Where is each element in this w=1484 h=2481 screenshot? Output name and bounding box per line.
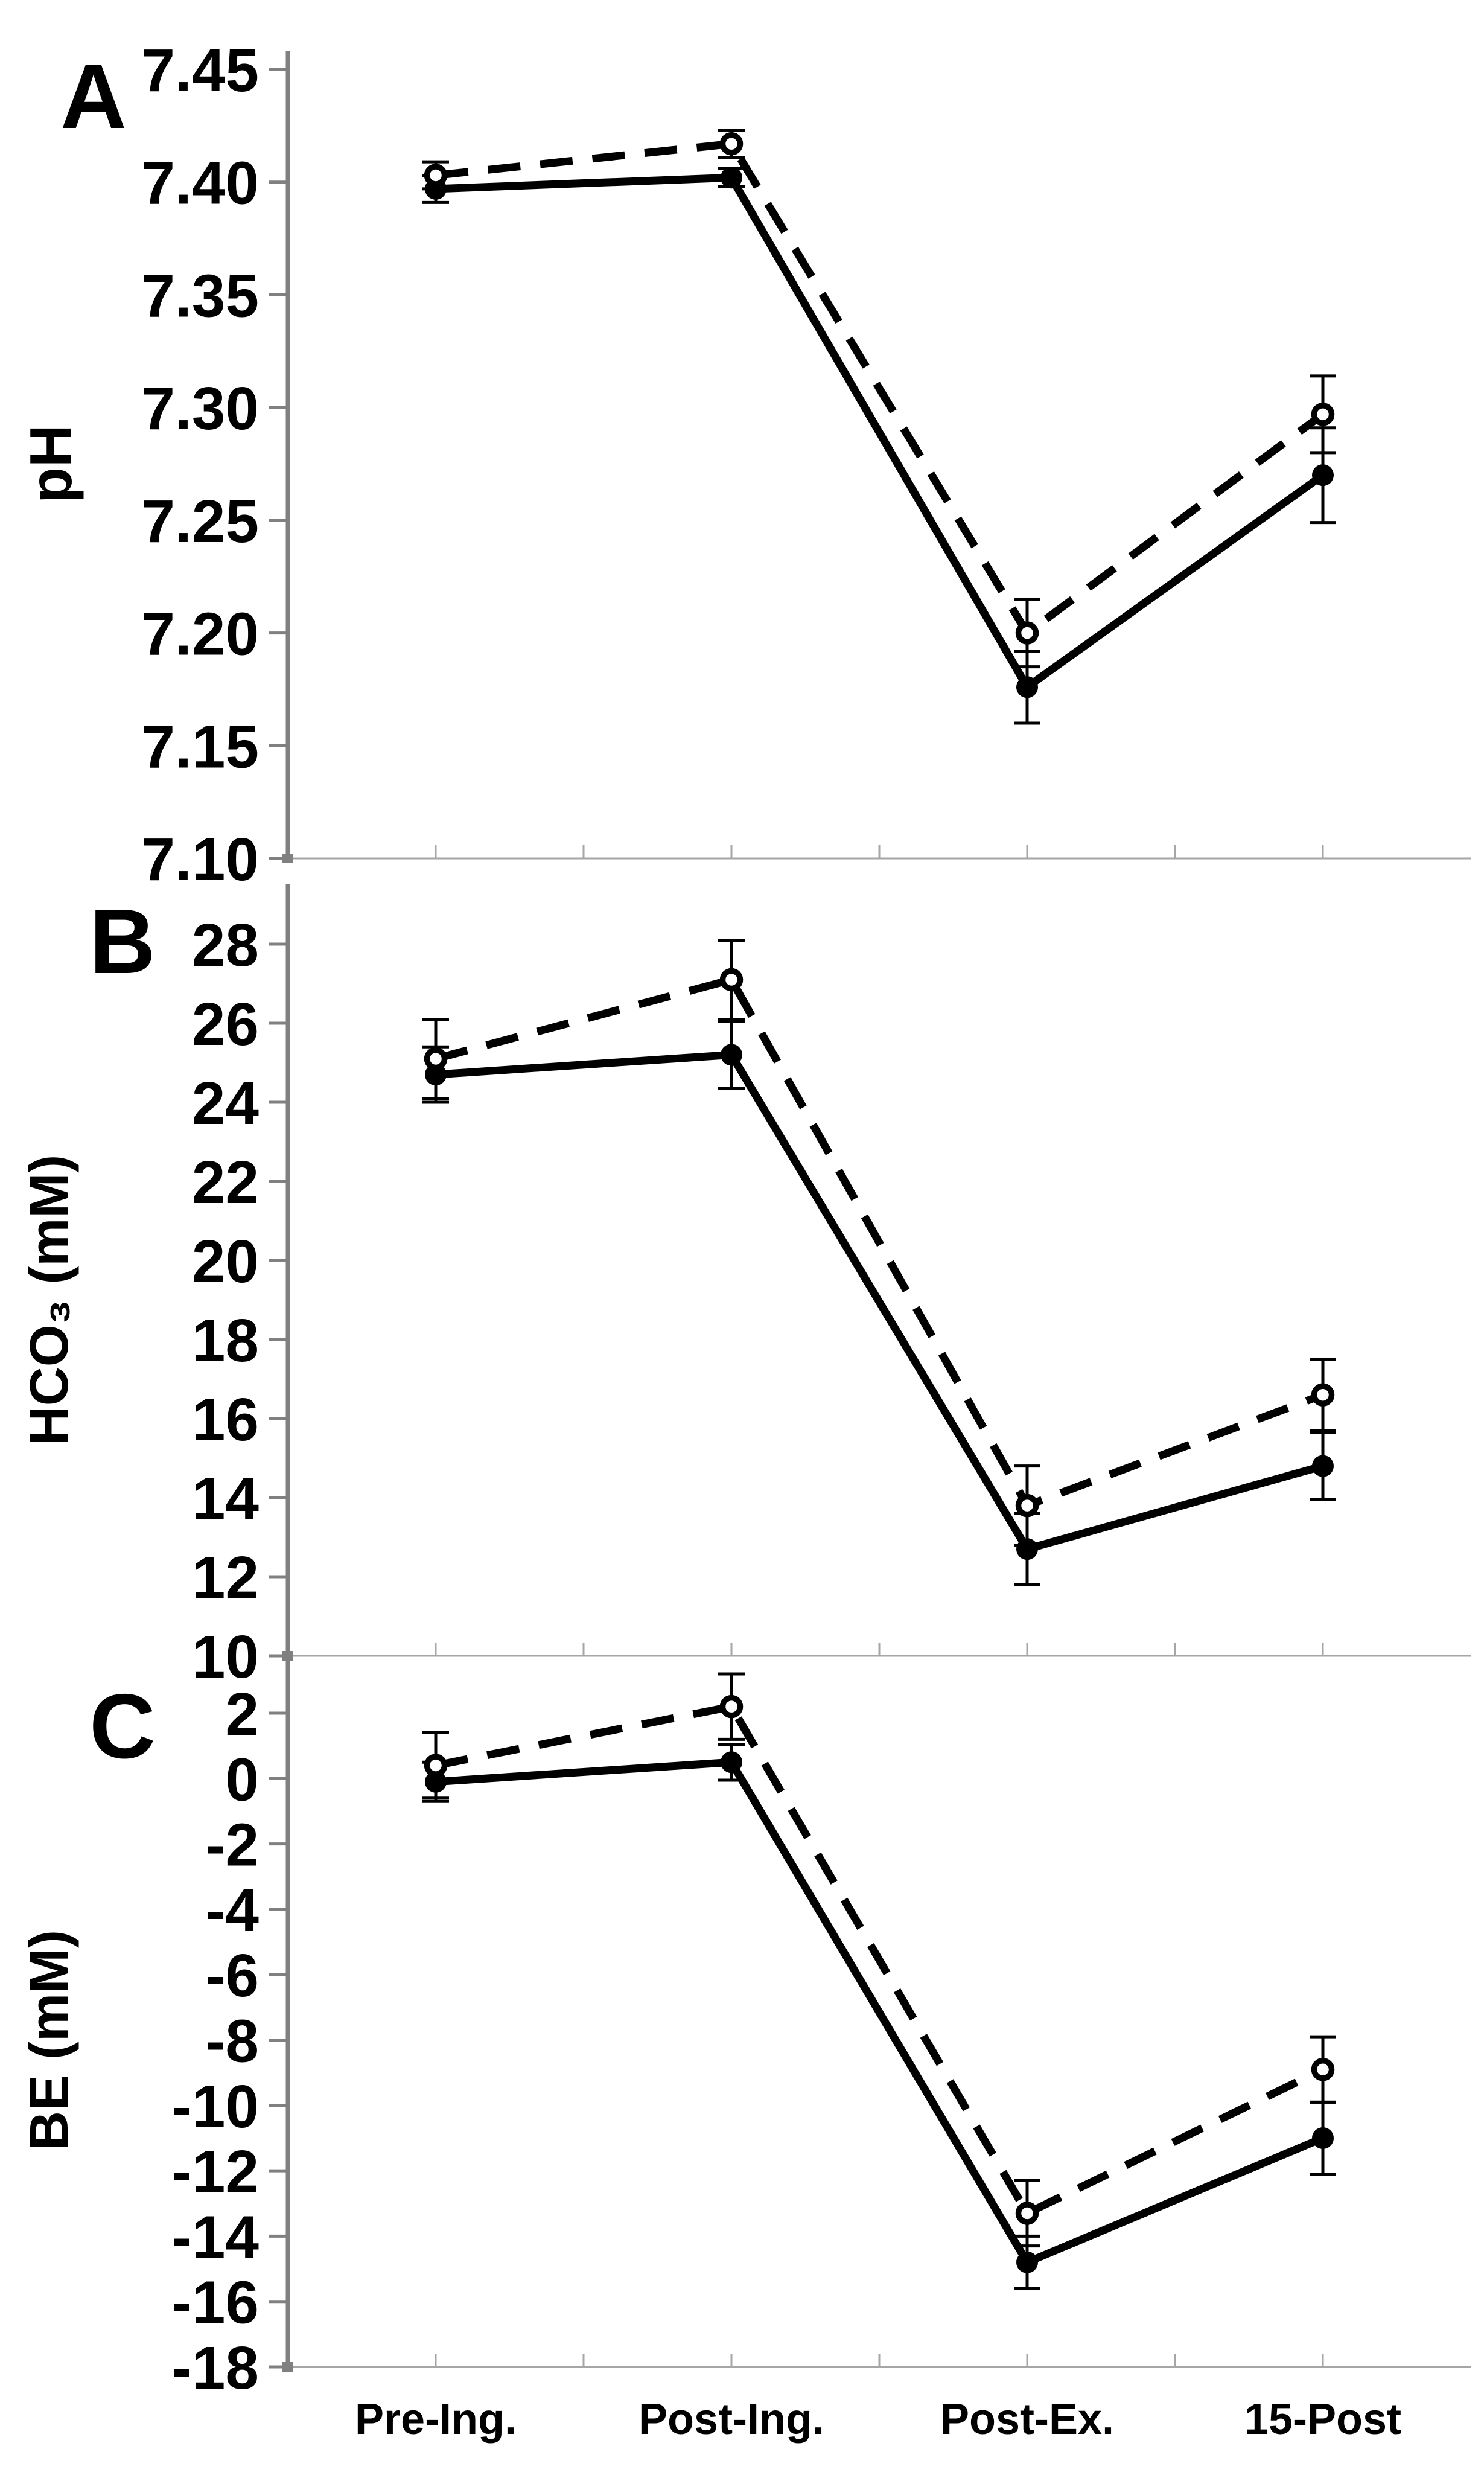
series-line-open-circle-dashed [436,144,1323,633]
x-axis-label-post-ex: Post-Ex. [940,2395,1115,2444]
marker-filled-circle [1016,2252,1038,2273]
series-line-filled-circle-solid [436,1762,1323,2262]
marker-filled-circle [1016,1538,1038,1560]
y-tick-label: 12 [191,1544,259,1612]
series-line-filled-circle-solid [436,1055,1323,1549]
y-tick-label: -8 [205,2007,259,2075]
marker-open-circle [1314,1386,1332,1403]
x-axis-label-post-ing: Post-Ing. [639,2395,824,2444]
x-axis-label-pre-ing: Pre-Ing. [354,2395,517,2444]
marker-open-circle [723,971,740,988]
y-tick-label: -14 [171,2203,259,2272]
series-line-open-circle-dashed [436,1707,1323,2213]
marker-filled-circle [721,167,742,188]
marker-filled-circle [1312,2127,1334,2149]
y-tick-label: 20 [191,1228,259,1295]
y-tick-label: 0 [225,1746,259,1814]
marker-open-circle [427,1757,445,1774]
y-tick-label: -18 [171,2334,259,2402]
y-axis-title-c: BE (mM) [19,1930,80,2150]
panel-b-group [19,884,1471,1691]
panel-a-group [18,37,1471,893]
y-tick-label: 7.45 [141,37,259,104]
marker-open-circle [427,1050,445,1067]
y-tick-label: 28 [191,912,259,979]
x-axis-label-15-post: 15-Post [1244,2395,1402,2444]
marker-open-circle [1019,624,1036,642]
marker-open-circle [723,135,740,153]
y-tick-label: 24 [191,1070,259,1137]
panel-letter-a: A [60,45,127,148]
x-axis-labels-group [355,2395,1401,2444]
y-tick-label: 18 [191,1307,259,1375]
y-tick-label: 22 [191,1149,259,1216]
marker-open-circle [427,167,445,184]
series-line-open-circle-dashed [436,980,1323,1506]
y-tick-label: 2 [225,1681,259,1748]
y-tick-label: 26 [191,991,259,1058]
marker-open-circle [1019,1497,1036,1515]
y-tick-label: 7.15 [141,713,259,781]
y-tick-label: 7.35 [141,262,259,330]
y-tick-label: 10 [191,1623,259,1691]
marker-open-circle [1314,2061,1332,2078]
marker-filled-circle [721,1044,742,1065]
y-tick-label: -4 [205,1876,259,1944]
marker-open-circle [1314,406,1332,423]
y-tick-label: 7.20 [141,600,259,668]
y-tick-label: 7.40 [141,149,259,217]
y-tick-label: 7.10 [141,826,259,893]
series-line-filled-circle-solid [436,177,1323,687]
y-tick-label: -10 [171,2072,259,2141]
panel-letter-c: C [89,1675,156,1778]
y-tick-label: -16 [171,2269,259,2337]
marker-filled-circle [1016,676,1038,698]
marker-filled-circle [1312,464,1334,486]
marker-open-circle [1019,2205,1036,2222]
marker-open-circle [723,1698,740,1716]
y-tick-label: 16 [191,1386,259,1454]
panel-c-group [19,1642,1471,2402]
y-tick-label: -12 [171,2138,259,2206]
y-tick-label: -6 [205,1942,259,2010]
y-axis-title-a: pH [18,424,84,503]
marker-filled-circle [721,1751,742,1773]
y-axis-title-b: HCO₃ (mM) [19,1154,80,1446]
y-tick-label: 7.30 [141,375,259,443]
y-tick-label: 7.25 [141,487,259,555]
y-tick-label: 14 [191,1465,259,1533]
marker-filled-circle [1312,1455,1334,1477]
y-tick-label: -2 [205,1811,259,1879]
panel-letter-b: B [89,890,156,993]
